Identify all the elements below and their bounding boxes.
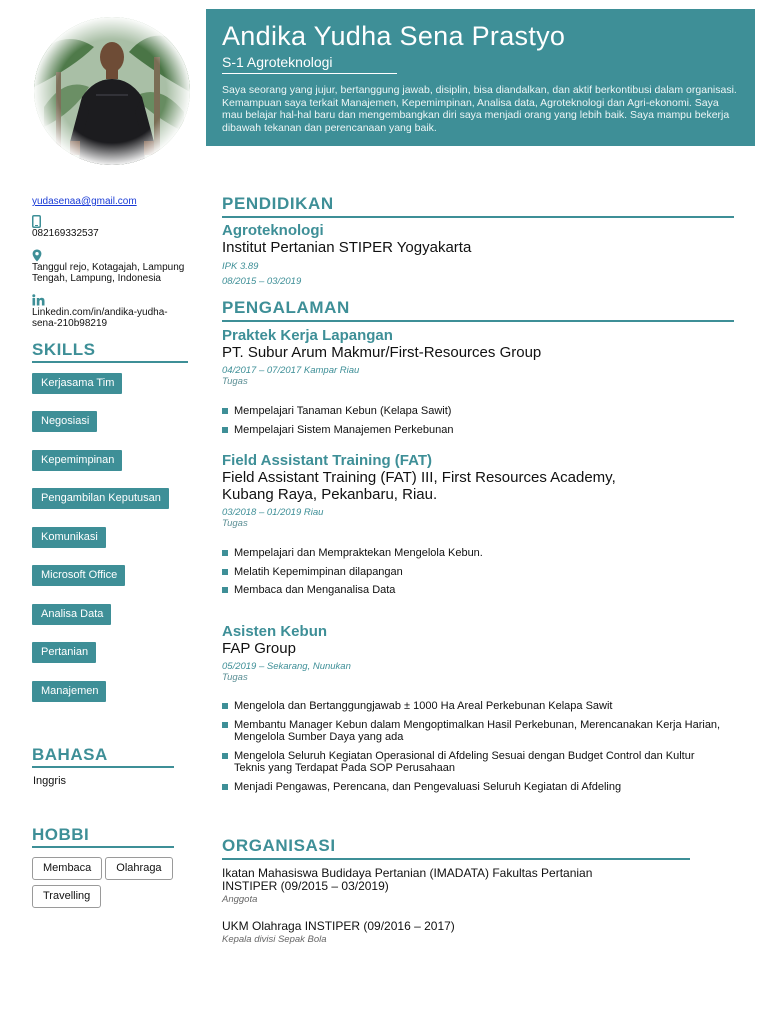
phone-icon (32, 215, 192, 228)
experience-task-list (222, 547, 734, 597)
location-pin-icon (32, 249, 192, 262)
bahasa-heading: BAHASA (32, 745, 174, 768)
header-band (206, 9, 755, 146)
experience-task-list (222, 700, 727, 793)
organization-name: UKM Olahraga INSTIPER (09/2016 – 2017) (222, 919, 455, 933)
experience-entry (222, 327, 734, 442)
task-item: Mempelajari Tanaman Kebun (Kelapa Sawit) (222, 405, 734, 418)
profile-degree: S-1 Agroteknologi (222, 54, 397, 74)
phone-text: 082169332537 (32, 228, 99, 239)
experience-dates: 03/2018 – 01/2019 Riau (222, 507, 324, 518)
task-item: Menjadi Pengawas, Perencana, dan Pengevaluasi Seluruh Kegiatan di Afdeling (222, 781, 727, 794)
contact-linkedin (32, 294, 192, 330)
education-dates: 08/2015 – 03/2019 (222, 276, 302, 287)
experience-company: FAP Group (222, 640, 296, 657)
skill-tag: Manajemen (32, 681, 106, 702)
linkedin-text: Linkedin.com/in/andika-yudha-sena-210b98219 (32, 306, 168, 329)
hobby-tag: Travelling (32, 885, 101, 908)
skills-list (32, 373, 192, 720)
experience-task-list (222, 405, 734, 436)
experience-tasks-label: Tugas (222, 672, 248, 683)
experience-company: PT. Subur Arum Makmur/First-Resources Group (222, 344, 542, 361)
hobbies-list (32, 857, 192, 913)
hobbi-heading: HOBBI (32, 825, 174, 848)
skill-tag: Microsoft Office (32, 565, 125, 586)
education-entry (222, 222, 734, 287)
task-item: Mempelajari Sistem Manajemen Perkebunan (222, 424, 734, 437)
skill-tag: Pengambilan Keputusan (32, 488, 169, 509)
experience-tasks-label: Tugas (222, 376, 248, 387)
task-item: Membaca dan Menganalisa Data (222, 584, 734, 597)
skill-tag: Kepemimpinan (32, 450, 122, 471)
task-item: Mengelola dan Bertanggungjawab ± 1000 Ha Areal Perkebunan Kelapa Sawit (222, 700, 727, 713)
skill-tag: Negosiasi (32, 411, 97, 432)
organization-entry (222, 867, 642, 905)
skill-tag: Komunikasi (32, 527, 106, 548)
experience-title: Asisten Kebun (222, 623, 328, 640)
skills-heading: SKILLS (32, 340, 188, 363)
profile-photo-illustration (34, 17, 190, 165)
experience-dates: 05/2019 – Sekarang, Nunukan (222, 661, 351, 672)
profile-name: Andika Yudha Sena Prastyo (222, 21, 566, 51)
organization-role: Kepala divisi Sepak Bola (222, 934, 327, 945)
skill-tag: Kerjasama Tim (32, 373, 122, 394)
organization-role: Anggota (222, 894, 258, 905)
experience-tasks-label: Tugas (222, 518, 248, 529)
task-item: Mempelajari dan Mempraktekan Mengelola Kebun. (222, 547, 734, 560)
contact-address (32, 249, 192, 285)
organisasi-heading: ORGANISASI (222, 836, 690, 860)
hobby-tag: Membaca (32, 857, 102, 880)
address-text: Tanggul rejo, Kotagajah, Lampung Tengah, Lampung, Indonesia (32, 261, 185, 284)
experience-title: Praktek Kerja Lapangan (222, 327, 393, 344)
education-title: Agroteknologi (222, 222, 324, 239)
experience-title: Field Assistant Training (FAT) (222, 452, 433, 469)
linkedin-icon (32, 294, 192, 307)
profile-photo (34, 17, 190, 165)
skill-tag: Pertanian (32, 642, 96, 663)
email-link[interactable]: yudasenaa@gmail.com (32, 196, 137, 207)
task-item: Mengelola Seluruh Kegiatan Operasional di Afdeling Sesuai dengan Budget Control dan Kultur Teknis yang Terdapat Pada SOP Perusahaan (222, 750, 727, 775)
experience-entry (222, 623, 734, 799)
pengalaman-heading: PENGALAMAN (222, 298, 734, 322)
experience-company: Field Assistant Training (FAT) III, First Resources Academy, Kubang Raya, Pekanbaru, Riau. (222, 469, 616, 503)
education-institution: Institut Pertanian STIPER Yogyakarta (222, 239, 472, 256)
skill-tag: Analisa Data (32, 604, 111, 625)
profile-summary: Saya seorang yang jujur, bertanggung jawab, disiplin, bisa diandalkan, dan aktif berkontibusi dalam organisasi. Kemampuan saya terkait Manajemen, Kepemimpinan, Analisa data, Agroteknologi dan Agri-ekonomi. Saya mau belajar hal-hal baru dan mengembangkan diri saya menjadi orang yang lebih baik. Saya mampu bekerja dibawah tekanan dan perencanaan yang baik. (222, 84, 737, 134)
organization-entry (222, 920, 642, 945)
hobby-tag: Olahraga (105, 857, 172, 880)
pendidikan-heading: PENDIDIKAN (222, 194, 734, 218)
education-ipk: IPK 3.89 (222, 261, 259, 272)
organization-name: Ikatan Mahasiswa Budidaya Pertanian (IMADATA) Fakultas Pertanian INSTIPER (09/2015 – 03/2019) (222, 866, 593, 893)
contact-phone (32, 215, 192, 240)
experience-entry (222, 452, 734, 603)
bahasa-value: Inggris (33, 775, 67, 787)
experience-dates: 04/2017 – 07/2017 Kampar Riau (222, 365, 360, 376)
left-column (32, 196, 192, 719)
task-item: Melatih Kepemimpinan dilapangan (222, 566, 734, 579)
task-item: Membantu Manager Kebun dalam Mengoptimalkan Hasil Perkebunan, Merencanakan Kerja Harian, Mengelola Sumber Daya yang ada (222, 719, 727, 744)
